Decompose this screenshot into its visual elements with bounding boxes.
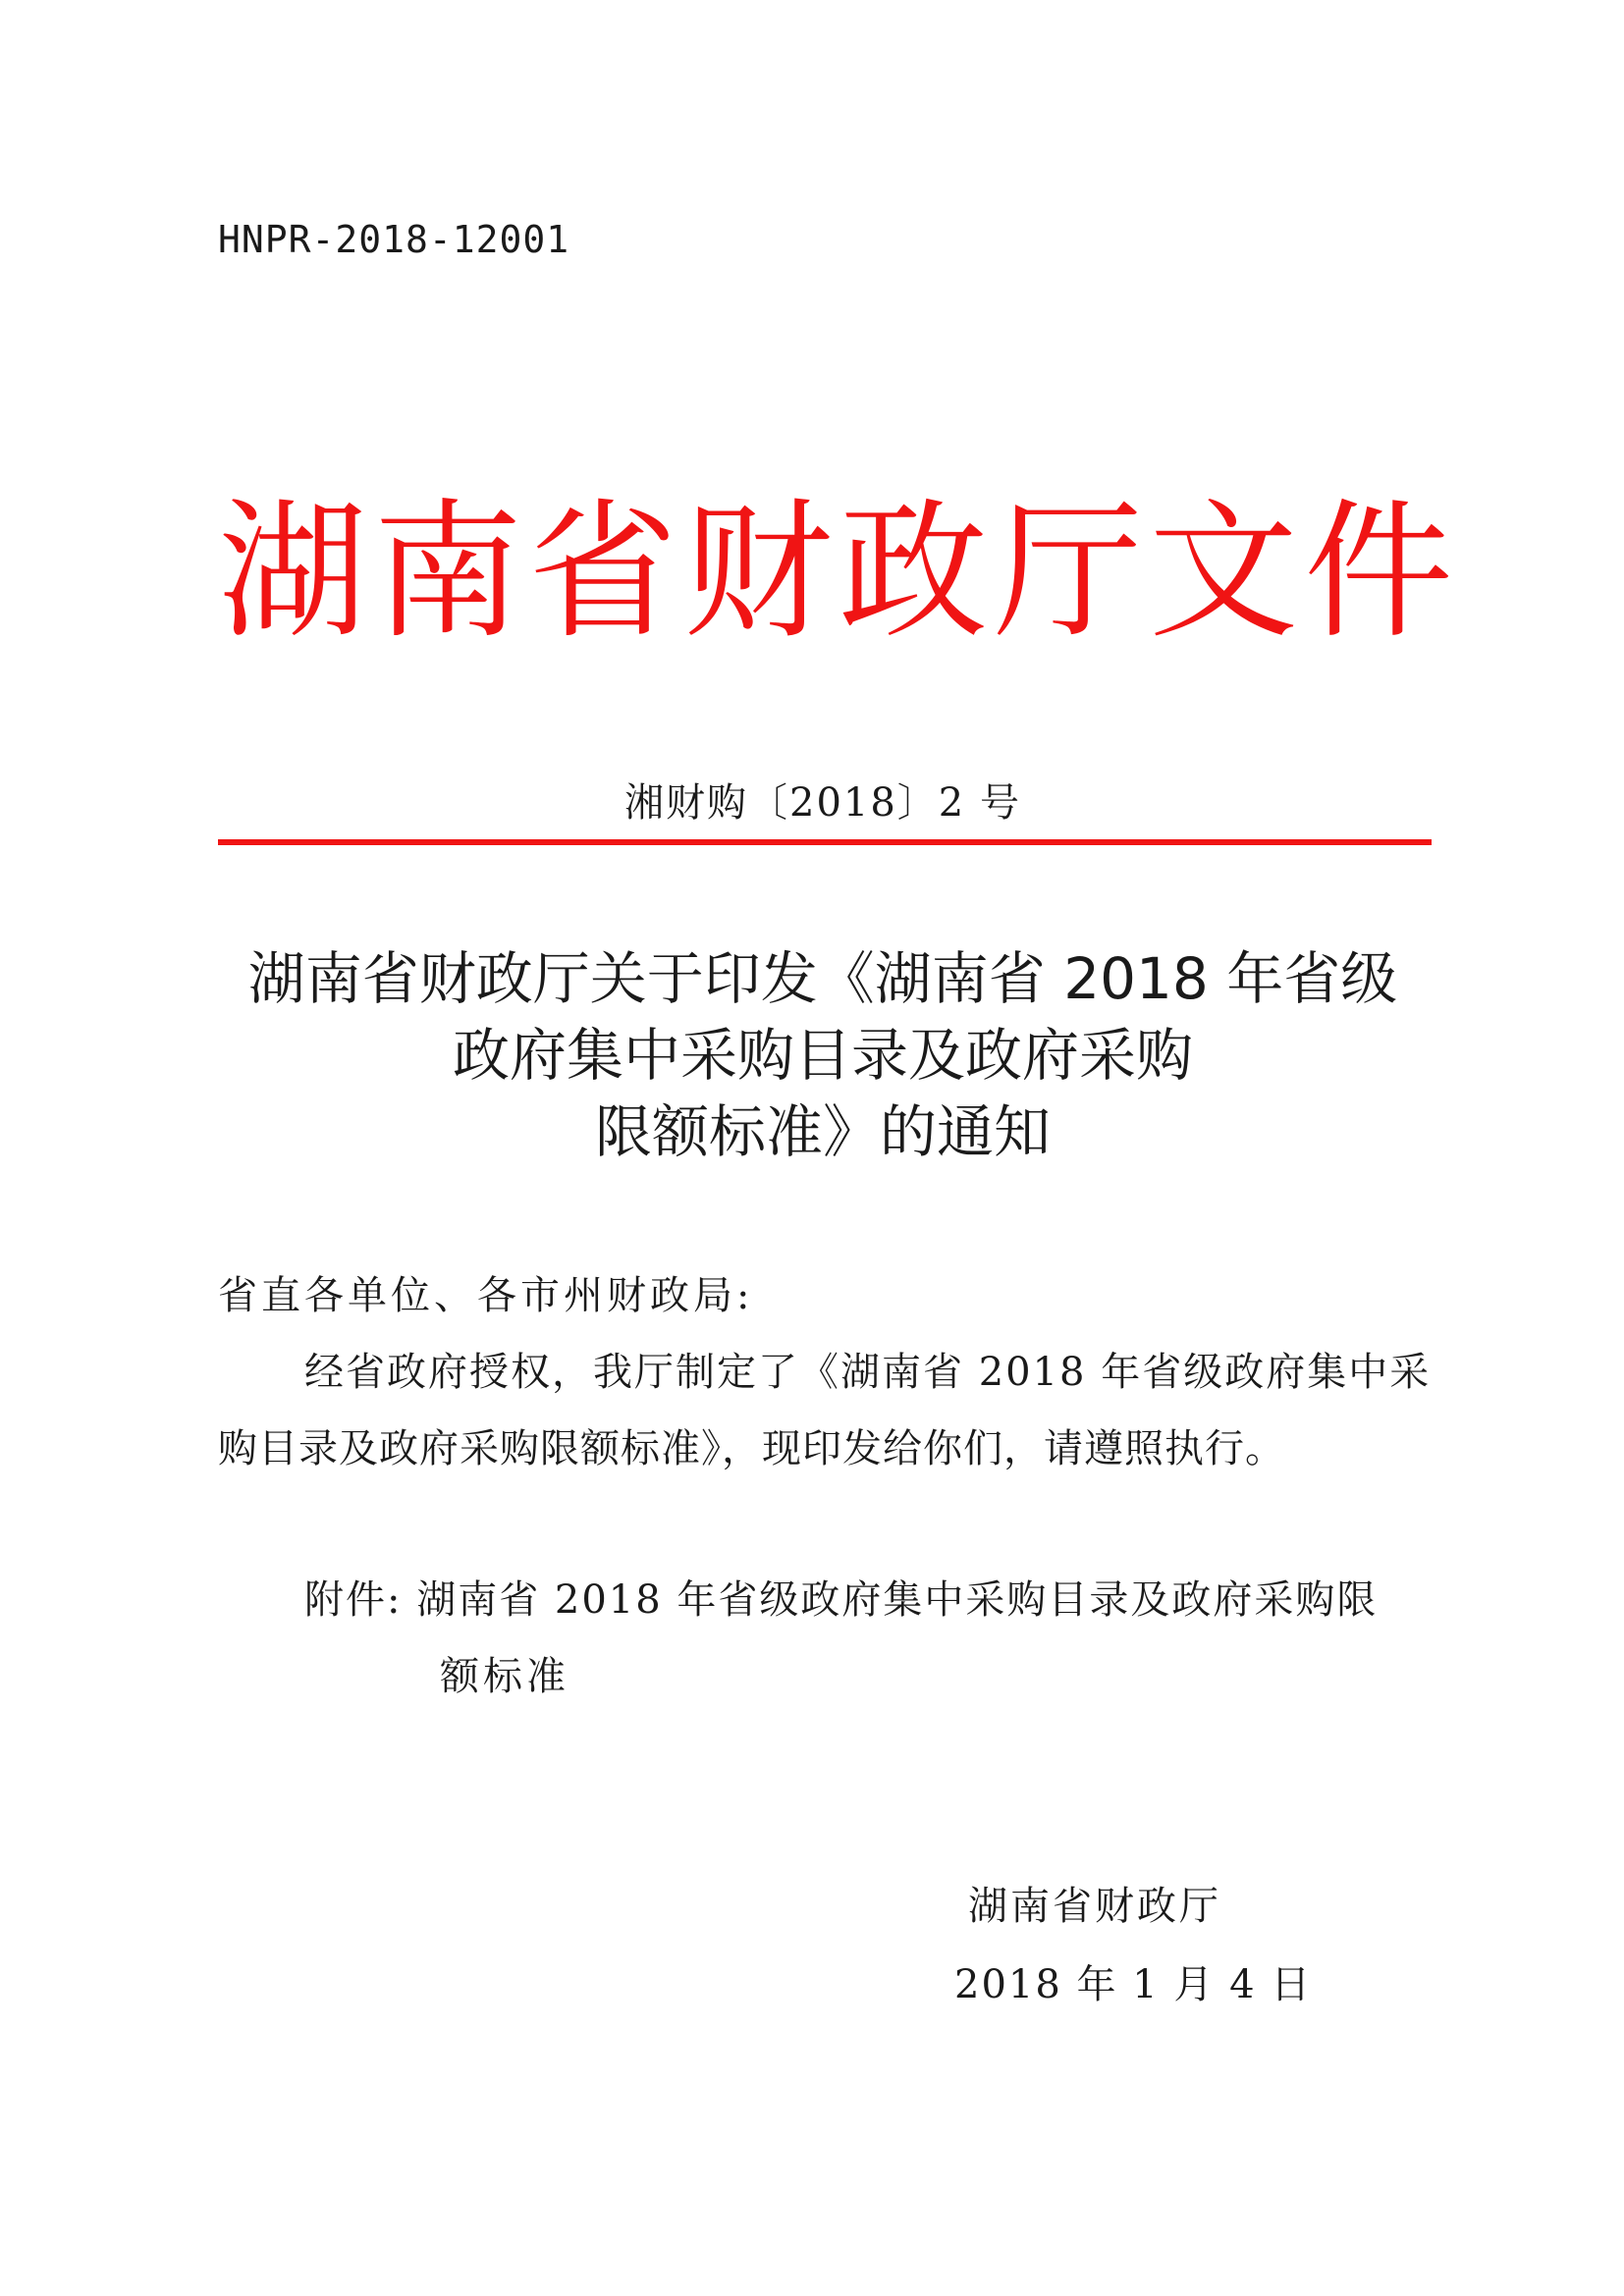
masthead-title: 湖南省财政厅文件 [218,485,1459,659]
addressee: 省直各单位、各市州财政局: [218,1273,754,1318]
red-divider-line [218,839,1432,845]
attachment-line-2: 额标准 [440,1654,569,1699]
notice-title [218,940,1428,1170]
issuer-signature: 湖南省财政厅 [968,1884,1221,1929]
notice-title-line-3: 限额标准》的通知 [594,1098,1051,1165]
notice-title-line-1: 湖南省财政厅关于印发《湖南省 2018 年省级 [247,945,1398,1012]
document-code: HNPR-2018-12001 [218,218,570,261]
attachment-line-1: 附件: 湖南省 2018 年省级政府集中采购目录及政府采购限 [304,1577,1379,1623]
notice-title-line-2: 政府集中采购目录及政府采购 [452,1022,1193,1089]
body-paragraph-line-2: 购目录及政府采购限额标准》，现印发给你们，请遵照执行。 [218,1426,1285,1471]
document-number: 湘财购〔2018〕2 号 [624,780,1021,826]
body-paragraph-line-1: 经省政府授权，我厅制定了《湖南省 2018 年省级政府集中采 [304,1350,1432,1395]
issue-date: 2018 年 1 月 4 日 [954,1962,1313,2007]
